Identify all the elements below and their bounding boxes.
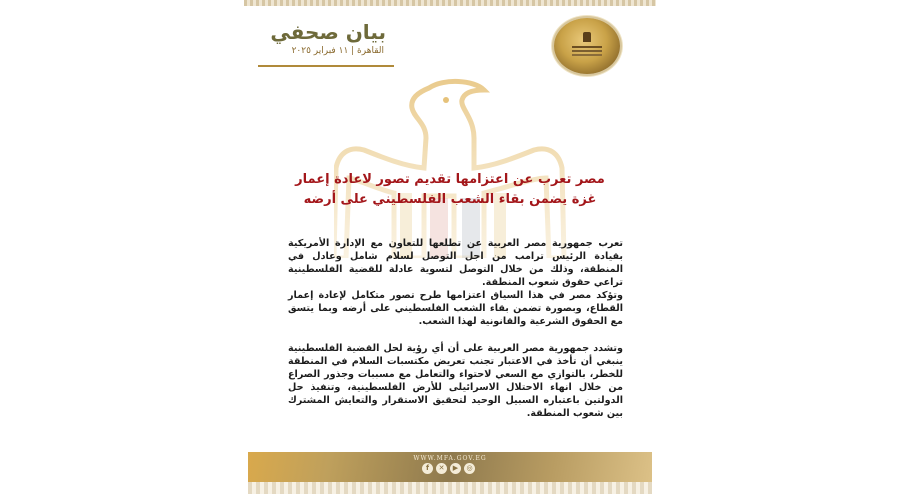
body-paragraph-3: وتشدد جمهورية مصر العربية على أن أي رؤية لحل القضية الفلسطينية ينبغي أن تأخذ في الاعتبار تجنب تعريض مكتسبات السلام في المنطقة للخطر، بالتوازي مع السعي لاحتواء والتعامل مع مسببات وجذور الصراع من خلال انهاء الاحتلال الاسرائيلى للأرض الفلسطينية، وتنفيذ حل الدولتين باعتباره السبيل الوحيد لتحقيق الاستقرار والتعايش المشترك بين شعوب المنطقة. bbox=[288, 343, 623, 419]
headline-line-2: غزة يضمن بقاء الشعب الفلسطيني على أرضه bbox=[303, 192, 597, 207]
eagle-emblem-icon bbox=[583, 32, 591, 42]
youtube-icon[interactable]: ▶ bbox=[450, 463, 461, 474]
eagle-watermark-icon bbox=[334, 78, 574, 258]
bottom-ornamental-border bbox=[248, 482, 652, 494]
footer-banner bbox=[248, 452, 652, 482]
seal-text bbox=[572, 46, 602, 48]
header-divider bbox=[258, 65, 394, 67]
social-links bbox=[422, 463, 475, 474]
instagram-icon[interactable]: ◎ bbox=[464, 463, 475, 474]
ministry-seal-logo bbox=[554, 18, 620, 74]
facebook-icon[interactable]: f bbox=[422, 463, 433, 474]
top-ornamental-border bbox=[244, 0, 656, 6]
headline-line-1: مصر تعرب عن اعتزامها تقديم تصور لاعادة إعمار bbox=[295, 172, 605, 187]
date-line: القاهرة | ١١ فبراير ٢٠٢٥ bbox=[291, 46, 384, 56]
body-paragraph-2: وتؤكد مصر في هذا السياق اعتزامها طرح تصور متكامل لإعادة إعمار القطاع، وبصورة تضمن بقاء الشعب الفلسطيني على أرضه وبما يتسق مع الحقوق الشرعية والقانونية لهذا الشعب. bbox=[288, 290, 623, 327]
headline bbox=[244, 170, 656, 210]
body-paragraph-1: تعرب جمهورية مصر العربية عن تطلعها للتعاون مع الإدارة الأمريكية بقيادة الرئيس ترامب من اجل التوصل لسلام شامل وعادل في المنطقة، وذلك من خلال التوصل لتسوية عادلة للقضية الفلسطينية تراعي حقوق شعوب المنطقة. bbox=[288, 238, 623, 288]
press-release-page bbox=[244, 0, 656, 500]
x-icon[interactable]: ✕ bbox=[436, 463, 447, 474]
website-link[interactable]: WWW.MFA.GOV.EG bbox=[413, 455, 487, 462]
document-title: بيان صحفي bbox=[270, 20, 386, 44]
